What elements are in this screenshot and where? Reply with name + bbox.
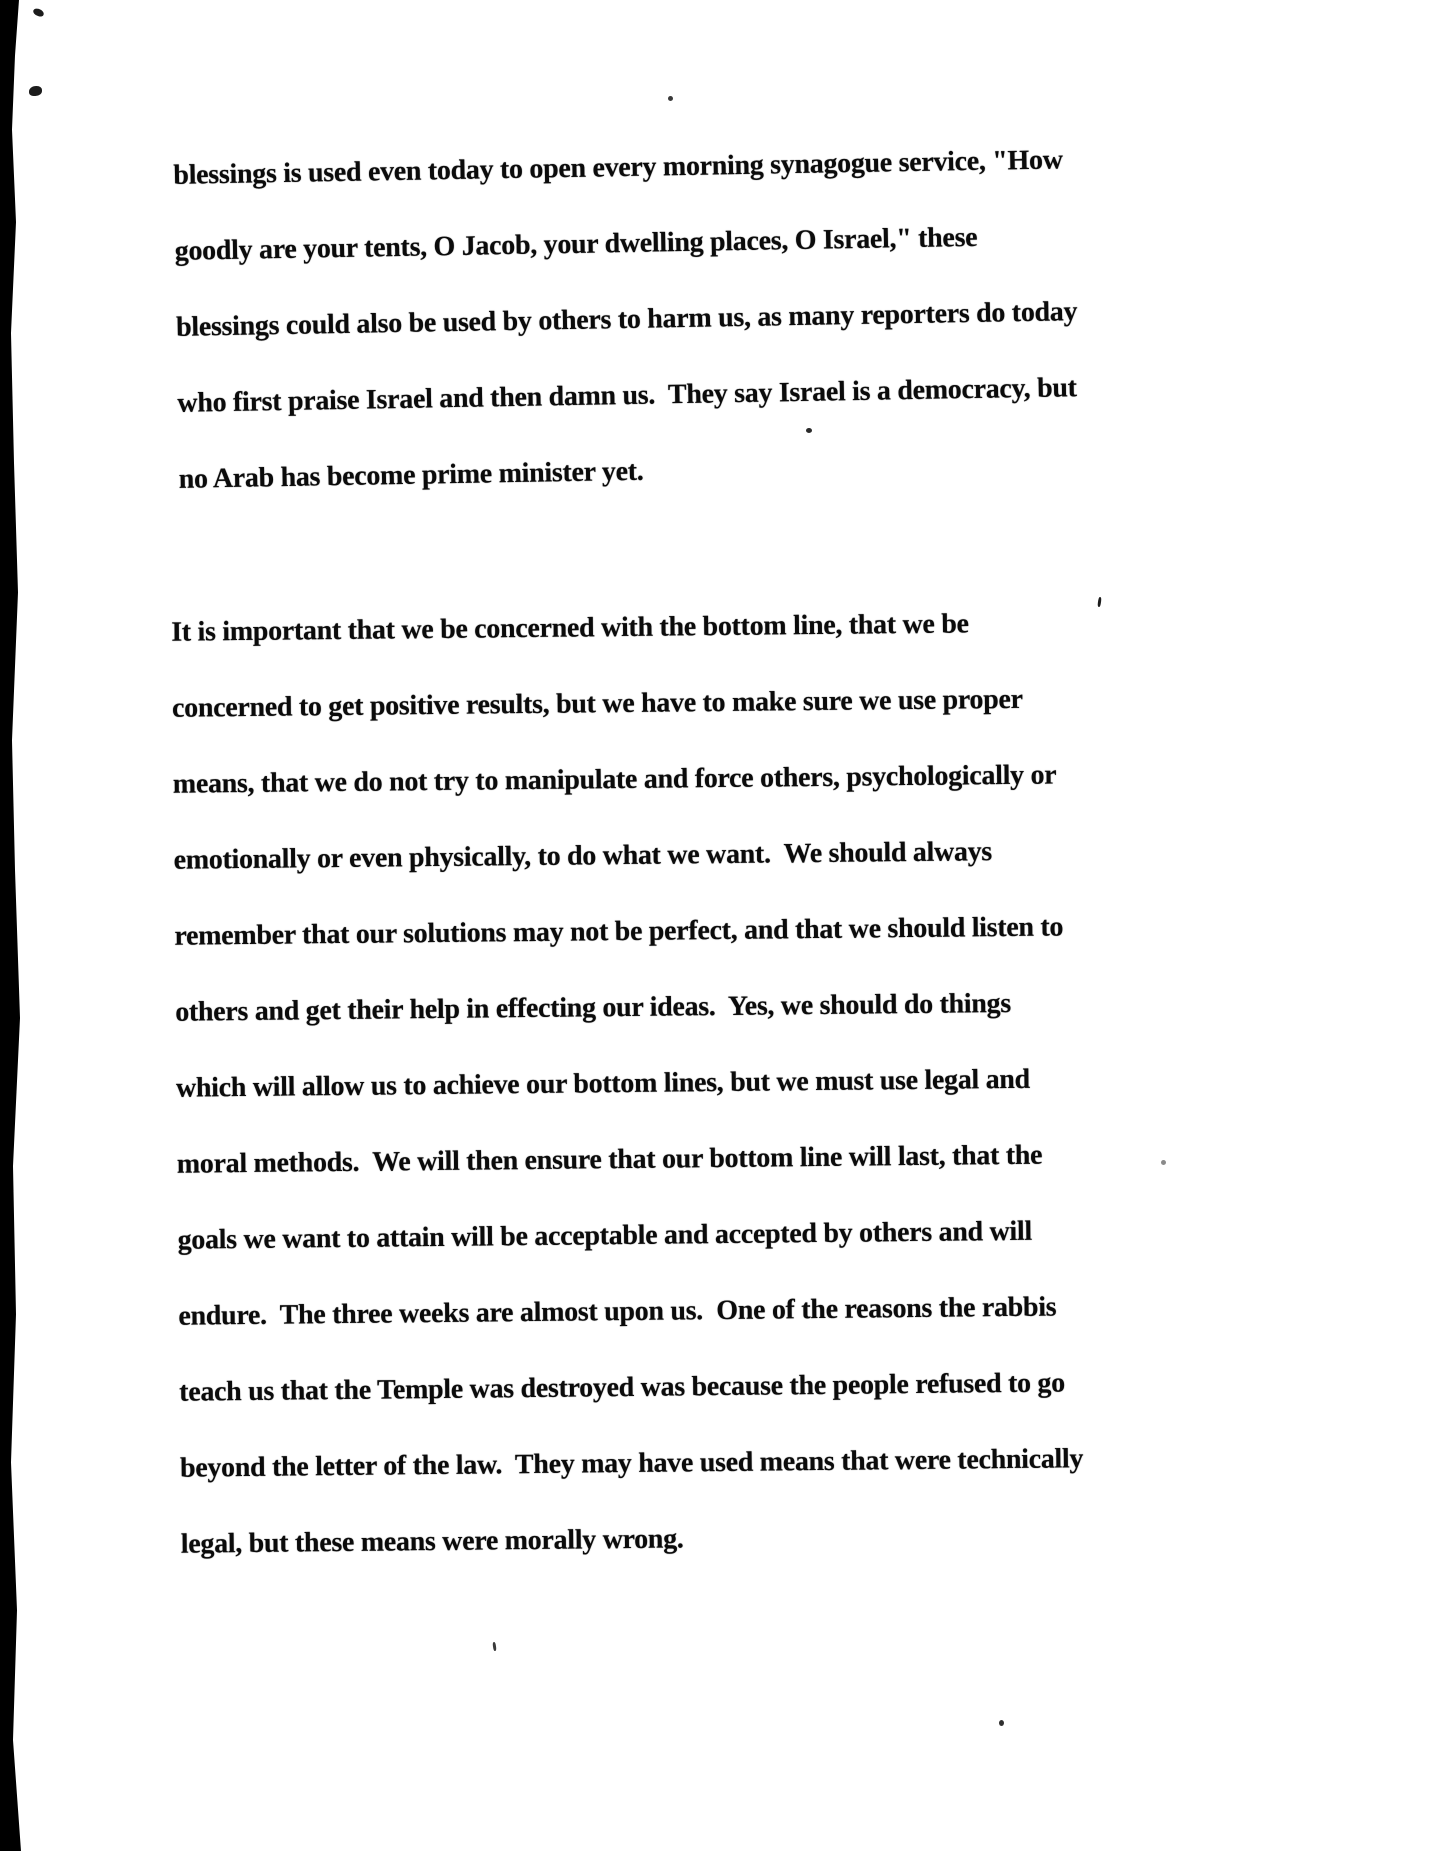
text-line: moral methods. We will then ensure that our bottom line will last, that the [176,1139,1043,1180]
text-line: others and get their help in effecting our ideas. Yes, we should do things [175,987,1012,1028]
text-line: who first praise Israel and then damn us. They say Israel is a democracy, but [177,372,1077,419]
ink-speck [668,96,673,101]
paragraph-1 [173,122,1081,518]
ink-speck [492,1642,496,1651]
text-line: means, that we do not try to manipulate and force others, psychologically or [172,759,1057,800]
text-line: no Arab has become prime minister yet. [178,455,644,495]
ink-speck [1097,597,1101,607]
text-line: concerned to get positive results, but we have to make sure we use proper [171,683,1023,724]
text-line: endure. The three weeks are almost upon us. One of the reasons the rabbis [178,1291,1057,1332]
text-line: goals we want to attain will be acceptable and accepted by others and will [177,1215,1033,1256]
text-line: emotionally or even physically, to do what we want. We should always [173,836,993,876]
ink-speck [1161,1160,1166,1165]
text-line: beyond the letter of the law. They may have used means that were technically [179,1443,1084,1484]
text-line: which will allow us to achieve our bottom lines, but we must use legal and [175,1063,1031,1104]
text-line: It is important that we be concerned with the bottom line, that we be [171,608,969,648]
text-line: legal, but these means were morally wrong. [180,1523,684,1560]
text-line: blessings could also be used by others to harm us, as many reporters do today [175,296,1078,343]
ink-speck [29,86,42,96]
text-line: goodly are your tents, O Jacob, your dwelling places, O Israel," these [174,221,978,267]
ink-speck [999,1720,1004,1726]
ink-speck [32,7,45,17]
ink-speck [806,428,812,433]
text-line: remember that our solutions may not be perfect, and that we should listen to [174,911,1064,952]
scan-edge-artifact [0,0,24,1851]
text-line: blessings is used even today to open every morning synagogue service, "How [173,144,1063,191]
text-line: teach us that the Temple was destroyed was because the people refused to go [179,1367,1065,1408]
paragraph-2 [171,585,1084,1582]
